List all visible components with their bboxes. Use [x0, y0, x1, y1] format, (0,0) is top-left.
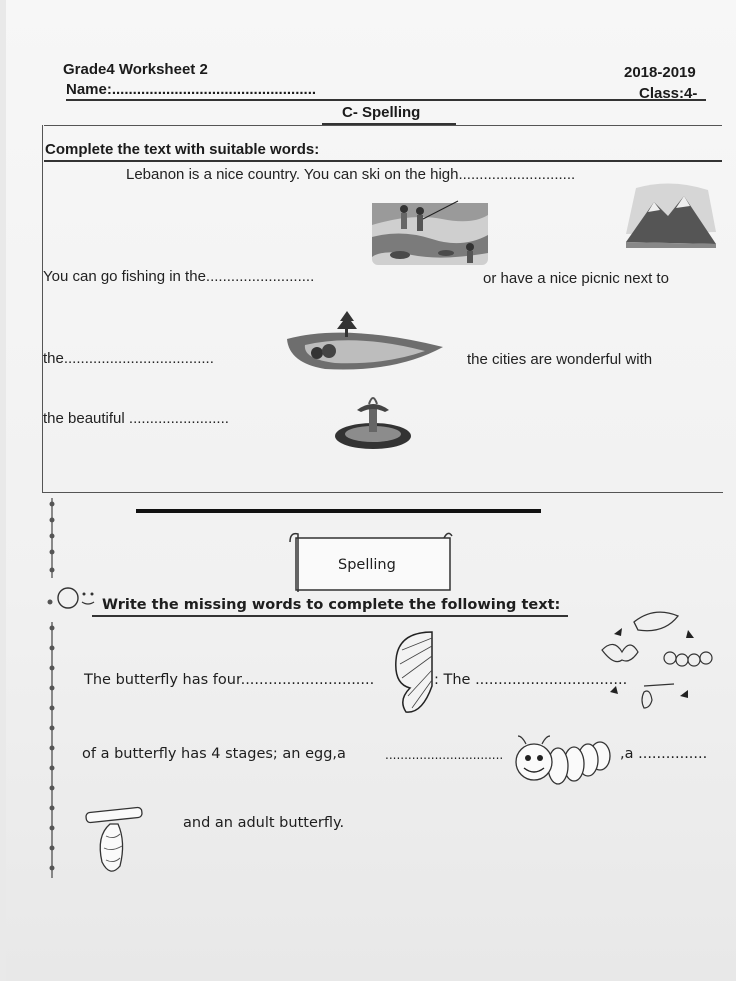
butterfly-line-1-mid: : The ................................. — [434, 672, 628, 688]
butterfly-life-cycle-picture — [594, 604, 716, 720]
text-line-2-right: or have a nice picnic next to — [483, 270, 669, 287]
butterfly-line-2-blank: ............................... — [385, 748, 504, 762]
name-field: Name:................................................. — [66, 81, 317, 98]
name-underline — [66, 99, 706, 101]
text-line-4: the beautiful ........................ — [43, 410, 229, 427]
butterfly-line-2-left: of a butterfly has 4 stages; an egg,a — [82, 746, 346, 762]
section-title: C- Spelling — [342, 104, 421, 121]
box-top-border — [44, 125, 722, 126]
text-line-2-left: You can go fishing in the.......................... — [43, 268, 315, 285]
class-field: Class:4- — [639, 85, 698, 102]
instruction-underline — [44, 160, 722, 162]
text-line-1: Lebanon is a nice country. You can ski on the high............................ — [126, 166, 576, 183]
butterfly-line-1-left: The butterfly has four............................. — [84, 672, 375, 688]
chrysalis-picture — [84, 806, 144, 880]
section-divider — [136, 509, 541, 513]
box-bottom-border — [42, 492, 723, 493]
river-fishing-picture — [372, 195, 488, 267]
spelling-banner-label: Spelling — [338, 557, 396, 573]
box-left-border — [42, 125, 43, 493]
worksheet-title: Grade4 Worksheet 2 — [63, 61, 208, 78]
section-b-instruction-underline — [92, 615, 568, 617]
flower-chain-border — [44, 498, 60, 878]
butterfly-line-3: and an adult butterfly. — [183, 815, 345, 831]
school-year: 2018-2019 — [624, 64, 696, 81]
text-line-3-left: the.................................... — [43, 350, 214, 367]
text-line-3-right: the cities are wonderful with — [467, 351, 653, 368]
section-a-instruction: Complete the text with suitable words: — [45, 141, 320, 158]
fountain-picture — [333, 392, 413, 452]
butterfly-line-2-right: ,a ............... — [620, 746, 708, 762]
mountain-picture — [626, 182, 716, 248]
lake-picture — [285, 313, 443, 375]
section-b-instruction: Write the missing words to complete the following text: — [102, 597, 561, 613]
caterpillar-picture — [512, 732, 614, 790]
smiley-decoration — [44, 586, 98, 614]
butterfly-wing-picture — [392, 630, 440, 716]
